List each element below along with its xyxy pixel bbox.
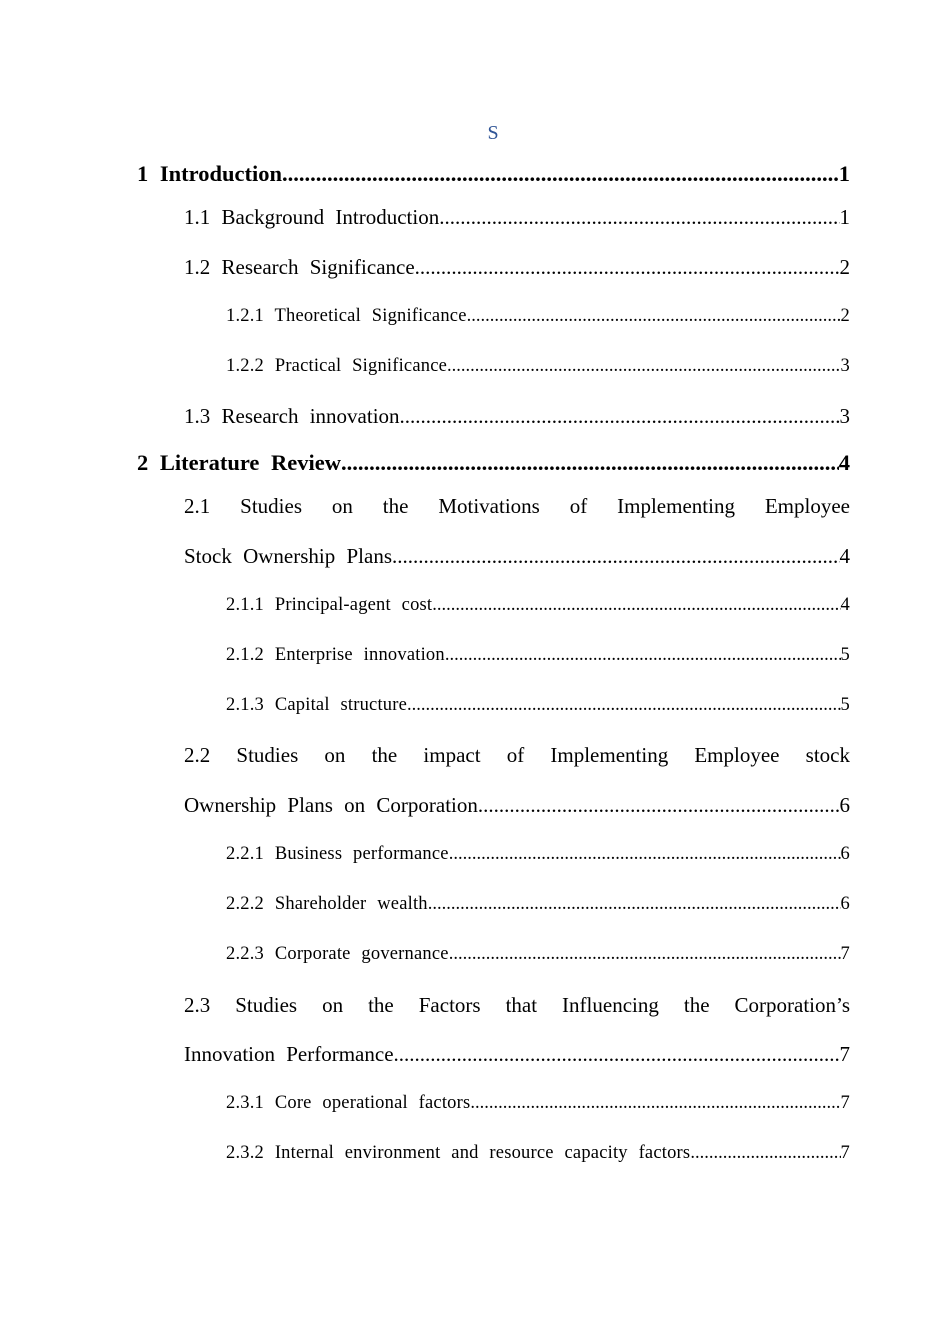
toc-entry-page: 4 <box>840 595 850 615</box>
toc-entry-first-line[interactable]: 2.3 Studies on the Factors that Influencing the Corporation’s <box>184 993 850 1017</box>
dot-leader <box>282 161 839 187</box>
toc-entry-first-line[interactable]: 2.2 Studies on the impact of Implementing Employee stock <box>184 743 850 767</box>
dot-leader <box>439 205 839 230</box>
toc-title: S <box>487 122 499 144</box>
dot-leader <box>415 255 840 280</box>
toc-entry[interactable] <box>226 695 850 723</box>
toc-entry-label: 2.3.1 Core operational factors <box>226 1093 471 1113</box>
toc-entry[interactable] <box>184 255 850 285</box>
dot-leader <box>432 595 840 616</box>
dot-leader <box>690 1143 840 1164</box>
dot-leader <box>400 404 840 429</box>
toc-entry-page: 4 <box>838 450 850 475</box>
toc-entry-label: Innovation Performance <box>184 1042 394 1066</box>
toc-entry-page: 1 <box>838 161 850 186</box>
dot-leader <box>341 450 839 476</box>
toc-entry-page: 4 <box>839 544 850 568</box>
toc-entry-label: Stock Ownership Plans <box>184 544 392 568</box>
toc-entry-page: 3 <box>840 356 850 376</box>
toc-entry-label: 1.1 Background Introduction <box>184 205 440 229</box>
toc-entry[interactable] <box>184 205 850 235</box>
toc-entry[interactable] <box>137 161 850 191</box>
dot-leader <box>445 645 841 666</box>
toc-entry[interactable] <box>226 356 850 384</box>
toc-entry-page: 7 <box>840 1093 850 1113</box>
toc-entry[interactable] <box>184 404 850 434</box>
toc-entry[interactable] <box>226 645 850 673</box>
toc-entry-page: 6 <box>840 894 850 914</box>
toc-entry-label: 1.2.2 Practical Significance <box>226 356 448 376</box>
toc-entry[interactable] <box>184 1042 850 1072</box>
toc-entry-label: 2.1.2 Enterprise innovation <box>226 645 445 665</box>
dot-leader <box>428 894 841 915</box>
dot-leader <box>449 844 841 865</box>
toc-entry-page: 3 <box>839 404 850 428</box>
dot-leader <box>447 356 841 377</box>
toc-entry-page: 6 <box>839 793 850 817</box>
toc-entry-page: 7 <box>840 1143 850 1163</box>
toc-entry[interactable] <box>226 306 850 334</box>
dot-leader <box>394 1042 840 1067</box>
toc-entry-page: 2 <box>840 306 850 326</box>
toc-entry-page: 5 <box>840 695 850 715</box>
dot-leader <box>407 695 841 716</box>
toc-entry-label: 1 Introduction <box>137 161 282 186</box>
dot-leader <box>449 944 841 965</box>
toc-entry-page: 6 <box>840 844 850 864</box>
toc-entry[interactable] <box>226 894 850 922</box>
toc-entry-label: 1.3 Research innovation <box>184 404 400 428</box>
toc-entry-label: Ownership Plans on Corporation <box>184 793 478 817</box>
toc-entry-page: 1 <box>839 205 850 229</box>
toc-entry-label: 2.3.2 Internal environment and resource capacity factors <box>226 1143 691 1163</box>
toc-entry-label: 1.2.1 Theoretical Significance <box>226 306 467 326</box>
toc-entry[interactable] <box>226 944 850 972</box>
toc-entry-label: 2.1.1 Principal-agent cost <box>226 595 433 615</box>
toc-entry[interactable] <box>226 1143 850 1171</box>
toc-entry-label: 2.2.1 Business performance <box>226 844 449 864</box>
toc-entry[interactable] <box>184 544 850 574</box>
dot-leader <box>467 306 841 327</box>
toc-entry[interactable] <box>184 793 850 823</box>
toc-entry[interactable] <box>226 595 850 623</box>
toc-entry-label: 2.2.2 Shareholder wealth <box>226 894 428 914</box>
toc-entry-page: 2 <box>839 255 850 279</box>
toc-entry-label: 1.2 Research Significance <box>184 255 415 279</box>
toc-entry-page: 7 <box>839 1042 850 1066</box>
toc-entry-page: 7 <box>840 944 850 964</box>
toc-entry[interactable] <box>226 844 850 872</box>
toc-entry-first-line[interactable]: 2.1 Studies on the Motivations of Implementing Employee <box>184 494 850 518</box>
toc-entry[interactable] <box>226 1093 850 1121</box>
toc-entry-page: 5 <box>840 645 850 665</box>
dot-leader <box>478 793 840 818</box>
dot-leader <box>470 1093 840 1114</box>
toc-entry-label: 2.1.3 Capital structure <box>226 695 408 715</box>
dot-leader <box>392 544 840 569</box>
toc-entry-label: 2.2.3 Corporate governance <box>226 944 449 964</box>
toc-entry-label: 2 Literature Review <box>137 450 342 475</box>
toc-entry[interactable] <box>137 450 850 480</box>
